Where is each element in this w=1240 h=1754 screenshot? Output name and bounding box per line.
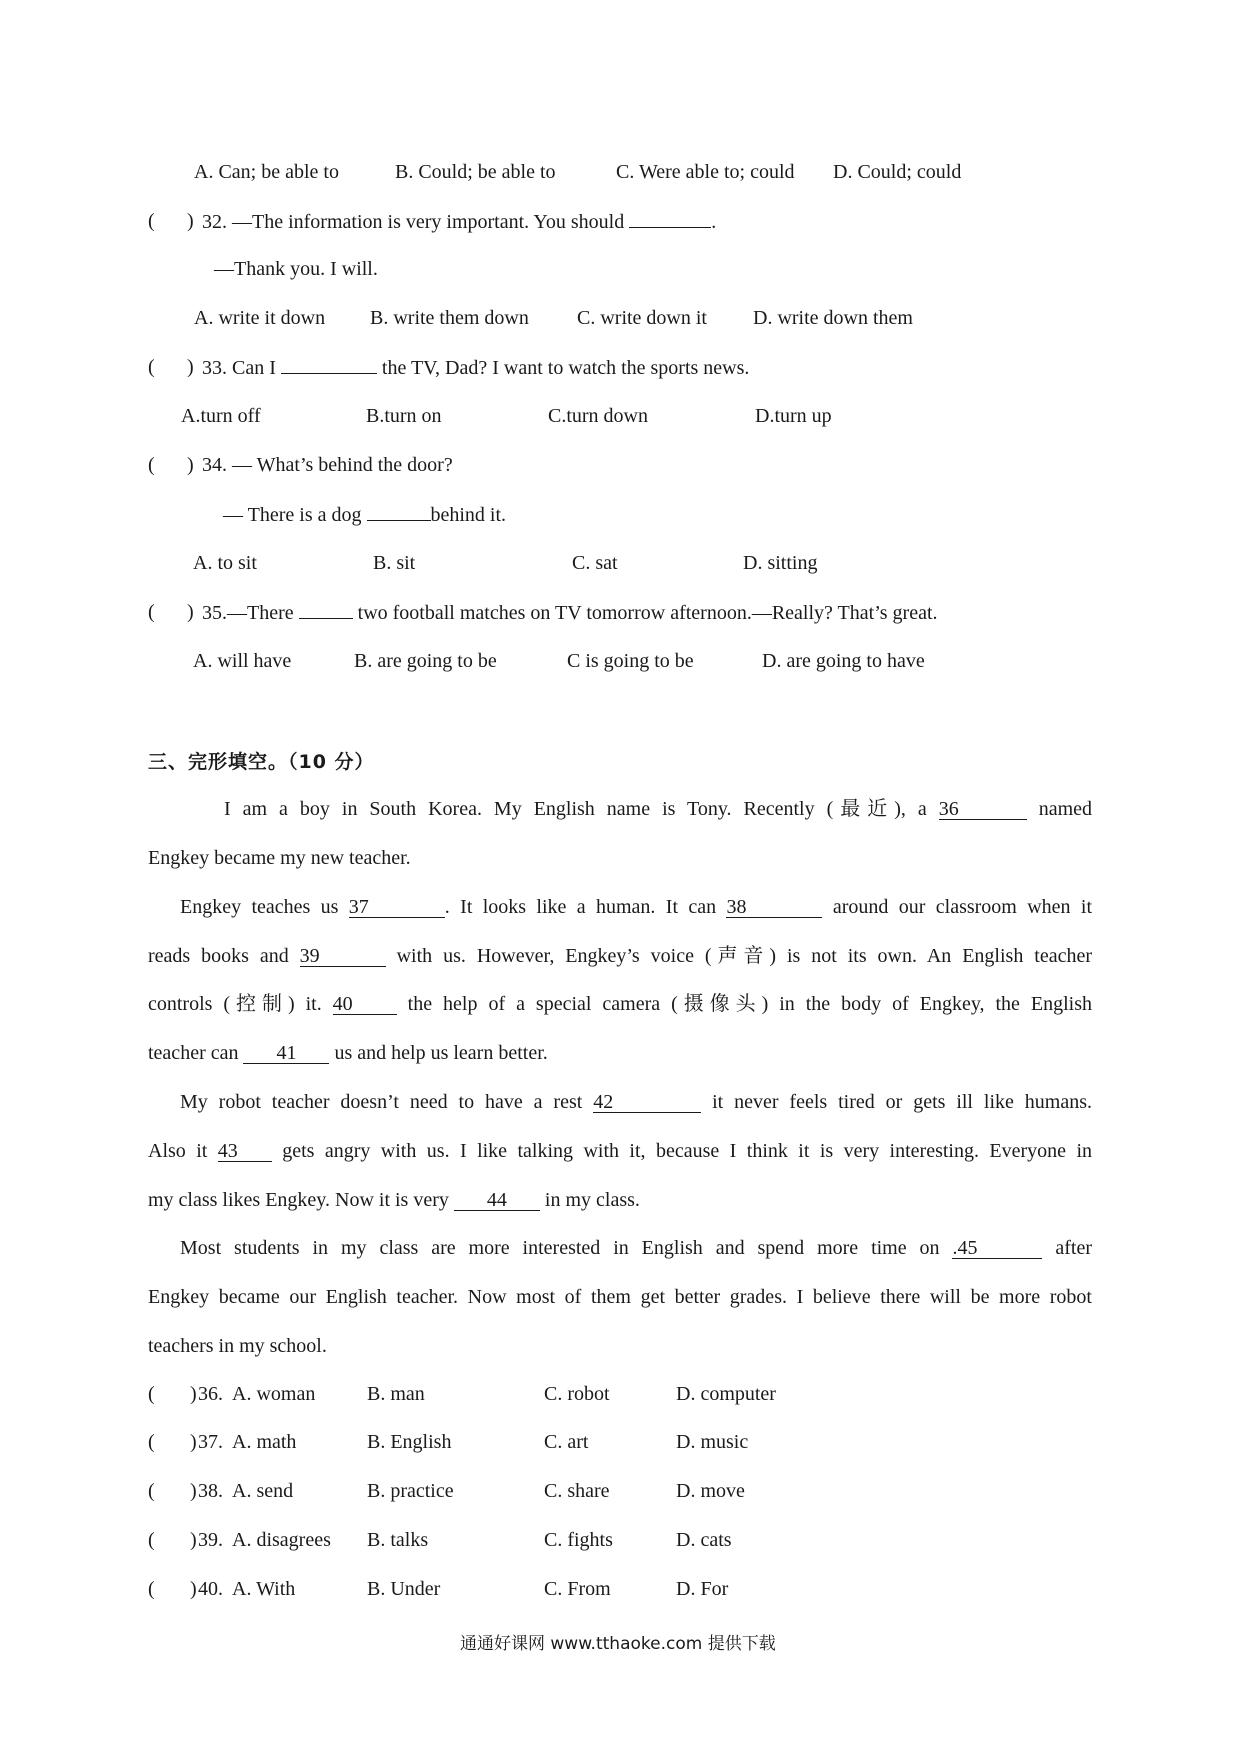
option-b: B. Under — [367, 1578, 441, 1600]
q31-option-b: B. Could; be able to — [395, 161, 556, 183]
passage-line: reads books and 39 with us. However, Engkey’s voice (声音) is not its own. An English teacher — [148, 945, 1092, 967]
option-b: B. talks — [367, 1529, 429, 1551]
answer-paren-close: ) — [187, 601, 194, 623]
q32-option-a: A. write it down — [194, 307, 326, 329]
option-d: D. move — [676, 1480, 745, 1502]
option-number: 39. — [198, 1529, 223, 1551]
answer-paren-close: ) — [190, 1383, 197, 1405]
option-d: D. cats — [676, 1529, 732, 1551]
passage-line: I am a boy in South Korea. My English name is Tony. Recently (最近), a 36 named — [224, 798, 1092, 820]
question-stem — [202, 210, 716, 234]
q34-option-d: D. sitting — [743, 552, 818, 574]
passage-line: teacher can 41 us and help us learn better. — [148, 1042, 548, 1064]
answer-paren-open: ( — [148, 210, 155, 232]
cloze-blank-41: 41 — [243, 1043, 329, 1064]
option-d: D. music — [676, 1431, 749, 1453]
q34-option-a: A. to sit — [193, 552, 257, 574]
answer-paren-close: ) — [187, 210, 194, 232]
q33-option-a: A.turn off — [181, 405, 261, 427]
passage-line: Engkey became our English teacher. Now most of them get better grades. I believe there will be more robot — [148, 1286, 1092, 1308]
answer-paren-open: ( — [148, 1578, 155, 1600]
option-d: D. For — [676, 1578, 729, 1600]
answer-paren-close: ) — [187, 356, 194, 378]
option-c: C. art — [544, 1431, 589, 1453]
answer-blank — [367, 520, 431, 521]
q35-option-c: C is going to be — [567, 650, 694, 672]
cloze-blank-39: 39 — [300, 946, 386, 967]
answer-paren-open: ( — [148, 356, 155, 378]
passage-line: Engkey became my new teacher. — [148, 847, 411, 869]
q31-option-c: C. Were able to; could — [616, 161, 795, 183]
passage-line: My robot teacher doesn’t need to have a rest 42 it never feels tired or gets ill like humans. — [180, 1091, 1093, 1113]
option-a: A. With — [232, 1578, 296, 1600]
question-stem — [202, 356, 749, 380]
question-end: . — [711, 211, 717, 233]
option-b: B. practice — [367, 1480, 454, 1502]
q35-option-a: A. will have — [193, 650, 292, 672]
passage-line: teachers in my school. — [148, 1335, 327, 1357]
q31-option-a: A. Can; be able to — [194, 161, 339, 183]
option-d: D. computer — [676, 1383, 776, 1405]
question-text-cont: the TV, Dad? I want to watch the sports news. — [381, 357, 750, 379]
answer-paren-open: ( — [148, 601, 155, 623]
passage-line: Most students in my class are more interested in English and spend more time on .45 after — [180, 1237, 1093, 1259]
cloze-blank-43: 43 — [218, 1141, 272, 1162]
answer-paren-open: ( — [148, 1480, 155, 1502]
answer-paren-close: ) — [190, 1529, 197, 1551]
option-c: C. share — [544, 1480, 610, 1502]
section-heading: 三、完形填空。（10 分） — [148, 751, 375, 773]
option-c: C. fights — [544, 1529, 613, 1551]
cloze-blank-38: 38 — [726, 897, 822, 918]
question-text: 34. — What’s behind the door? — [202, 454, 453, 476]
passage-line: controls (控制) it. 40 the help of a special camera (摄像头) in the body of Engkey, the English — [148, 993, 1093, 1015]
answer-paren-open: ( — [148, 1431, 155, 1453]
passage-line: Also it 43 gets angry with us. I like talking with it, because I think it is very interesting. Everyone in — [148, 1140, 1093, 1162]
option-a: A. send — [232, 1480, 294, 1502]
dialogue-reply: —Thank you. I will. — [214, 258, 378, 280]
question-text: 33. Can I — [202, 357, 276, 379]
cloze-blank-44: 44 — [454, 1190, 540, 1211]
answer-paren-close: ) — [187, 454, 194, 476]
q33-option-b: B.turn on — [366, 405, 442, 427]
q32-option-c: C. write down it — [577, 307, 707, 329]
q31-option-d: D. Could; could — [833, 161, 962, 183]
q34-option-b: B. sit — [373, 552, 416, 574]
option-b: B. English — [367, 1431, 452, 1453]
option-a: A. woman — [232, 1383, 316, 1405]
answer-blank — [629, 227, 711, 228]
option-c: C. From — [544, 1578, 611, 1600]
reply-text-cont: behind it. — [430, 504, 507, 526]
option-number: 38. — [198, 1480, 223, 1502]
cloze-blank-45: .45 — [952, 1238, 1042, 1259]
answer-paren-close: ) — [190, 1480, 197, 1502]
q32-option-d: D. write down them — [753, 307, 913, 329]
q35-option-b: B. are going to be — [354, 650, 497, 672]
option-number: 37. — [198, 1431, 223, 1453]
cloze-blank-36: 36 — [939, 799, 1027, 820]
question-stem — [202, 601, 938, 625]
q33-option-d: D.turn up — [755, 405, 832, 427]
option-a: A. math — [232, 1431, 297, 1453]
passage-line: my class likes Engkey. Now it is very 44 in my class. — [148, 1189, 640, 1211]
reply-text: — There is a dog — [223, 504, 362, 526]
q34-option-c: C. sat — [572, 552, 618, 574]
cloze-blank-42: 42 — [593, 1092, 701, 1113]
answer-blank — [281, 373, 377, 374]
answer-paren-open: ( — [148, 1529, 155, 1551]
answer-paren-open: ( — [148, 454, 155, 476]
question-text: 35.—There — [202, 602, 294, 624]
cloze-blank-37: 37 — [349, 897, 445, 918]
cloze-blank-40: 40 — [333, 994, 397, 1015]
passage-line: Engkey teaches us 37 . It looks like a human. It can 38 around our classroom when it — [180, 896, 1092, 918]
answer-paren-close: ) — [190, 1578, 197, 1600]
answer-paren-close: ) — [190, 1431, 197, 1453]
answer-blank — [299, 618, 353, 619]
option-a: A. disagrees — [232, 1529, 331, 1551]
question-text: 32. —The information is very important. You should — [202, 211, 625, 233]
option-b: B. man — [367, 1383, 425, 1405]
page-footer: 通通好课网 www.tthaoke.com 提供下载 — [460, 1634, 776, 1654]
option-number: 36. — [198, 1383, 223, 1405]
q32-option-b: B. write them down — [370, 307, 529, 329]
option-c: C. robot — [544, 1383, 610, 1405]
dialogue-reply — [223, 503, 506, 527]
q35-option-d: D. are going to have — [762, 650, 925, 672]
answer-paren-open: ( — [148, 1383, 155, 1405]
q33-option-c: C.turn down — [548, 405, 648, 427]
option-number: 40. — [198, 1578, 223, 1600]
question-text-cont: two football matches on TV tomorrow afternoon.—Really? That’s great. — [357, 602, 938, 624]
